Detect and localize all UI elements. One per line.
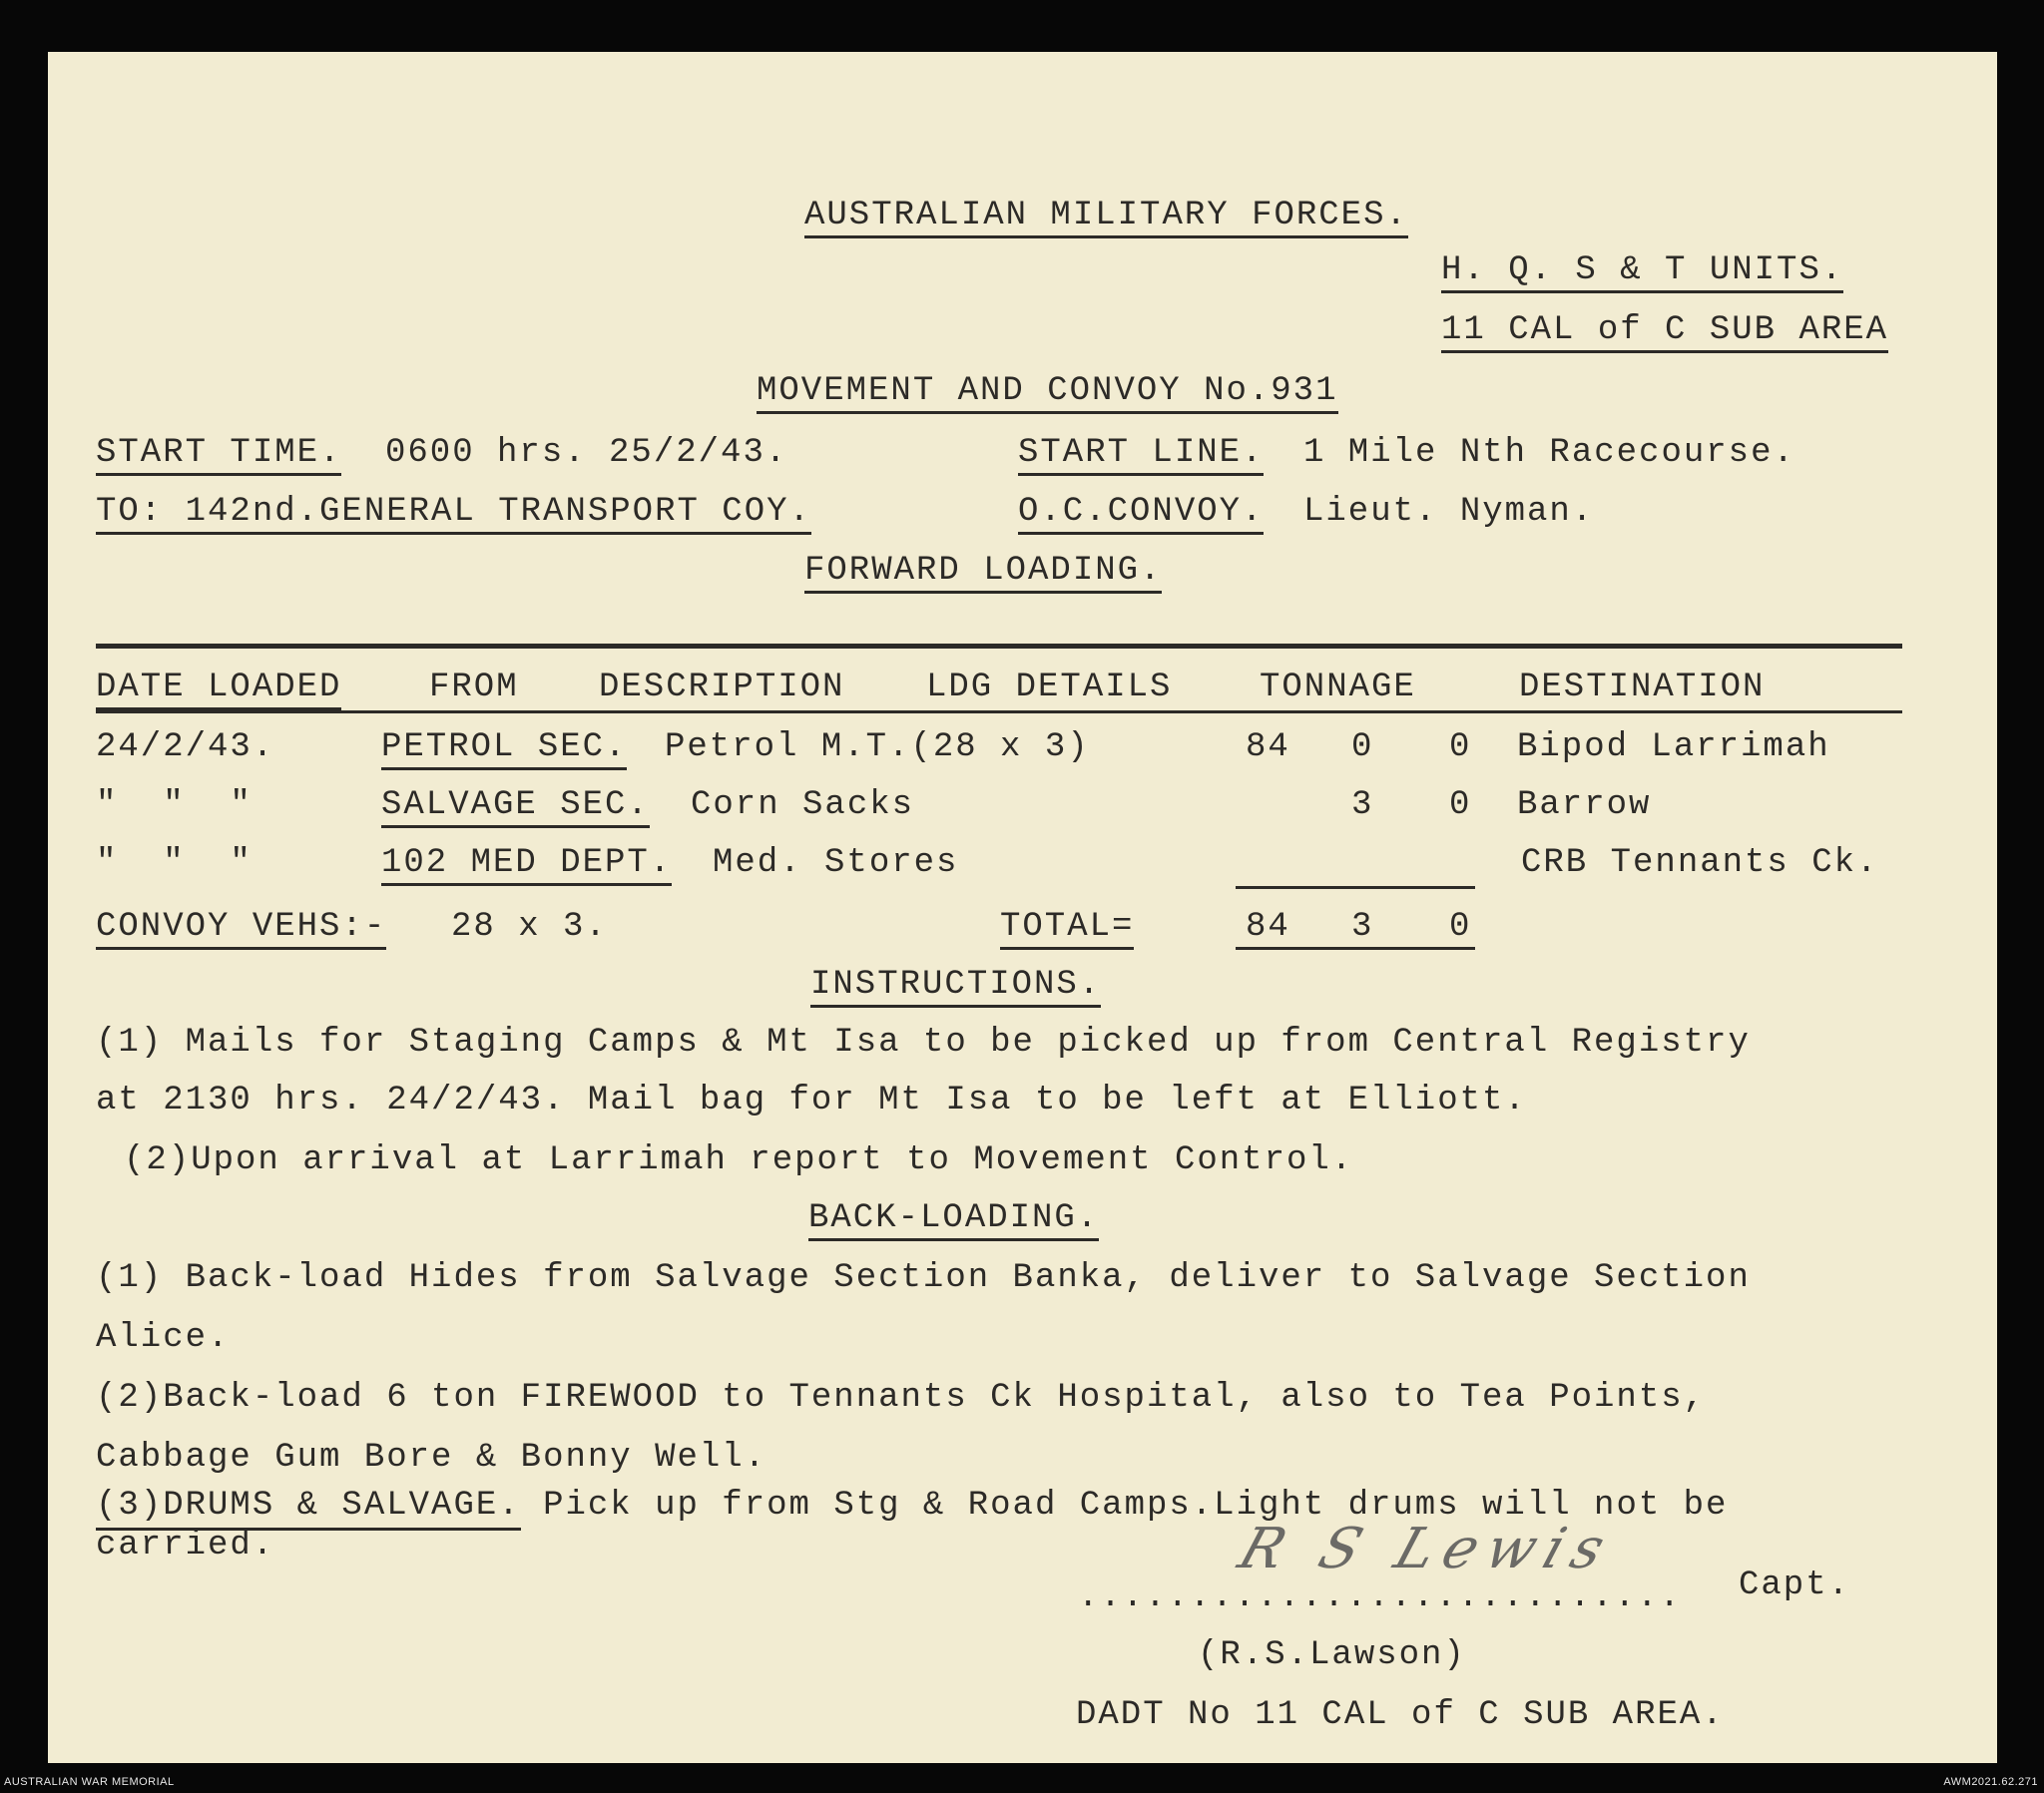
row-description: Med. Stores bbox=[713, 844, 959, 882]
torn-paper-edge bbox=[48, 1763, 1997, 1781]
convoy-vehicles-label: CONVOY VEHS:- bbox=[96, 910, 386, 950]
row-date: 24/2/43. bbox=[96, 728, 275, 766]
table-header-rule bbox=[96, 710, 1902, 713]
handwritten-signature: R S Lewis bbox=[1231, 1517, 1623, 1581]
unit-line-1: H. Q. S & T UNITS. bbox=[1441, 253, 1843, 293]
footer-accession-number: AWM2021.62.271 bbox=[1943, 1776, 2038, 1788]
total-tonnage-2: 3 bbox=[1351, 908, 1374, 946]
back-loading-line: (1) Back-load Hides from Salvage Section Banka, deliver to Salvage Section bbox=[96, 1259, 1751, 1297]
back-loading-line: carried. bbox=[96, 1527, 275, 1565]
movement-title: MOVEMENT AND CONVOY No.931 bbox=[757, 374, 1338, 414]
document-paper bbox=[48, 52, 1997, 1781]
row-date: " " " bbox=[96, 844, 253, 882]
row-tonnage-3: 0 bbox=[1449, 728, 1472, 766]
signatory-name: (R.S.Lawson) bbox=[1198, 1636, 1466, 1674]
header-description: DESCRIPTION bbox=[599, 669, 845, 706]
back-loading-heading: BACK-LOADING. bbox=[808, 1201, 1099, 1241]
row-tonnage-2: 0 bbox=[1351, 728, 1374, 766]
row-from: PETROL SEC. bbox=[381, 730, 627, 770]
start-time-label: START TIME. bbox=[96, 436, 341, 476]
instruction-line: (1) Mails for Staging Camps & Mt Isa to be picked up from Central Registry bbox=[96, 1024, 1751, 1062]
total-tonnage-1: 84 bbox=[1246, 908, 1290, 946]
start-time-value: 0600 hrs. 25/2/43. bbox=[385, 434, 788, 472]
instruction-line: at 2130 hrs. 24/2/43. Mail bag for Mt Isa to be left at Elliott. bbox=[96, 1082, 1527, 1120]
tonnage-subtotal-rule bbox=[1236, 886, 1475, 889]
row-destination: Barrow bbox=[1517, 786, 1652, 824]
document-title: AUSTRALIAN MILITARY FORCES. bbox=[804, 199, 1408, 238]
total-tonnage-3: 0 bbox=[1449, 908, 1472, 946]
table-top-rule bbox=[96, 644, 1902, 649]
forward-loading-heading: FORWARD LOADING. bbox=[804, 554, 1162, 594]
row-from: SALVAGE SEC. bbox=[381, 788, 650, 828]
row-date: " " " bbox=[96, 786, 253, 824]
back-loading-line: Alice. bbox=[96, 1319, 231, 1357]
header-ldg-details: LDG DETAILS bbox=[926, 669, 1173, 706]
signature-dots: ........................... bbox=[1078, 1578, 1682, 1616]
row-description: Corn Sacks bbox=[691, 786, 915, 824]
signatory-title: DADT No 11 CAL of C SUB AREA. bbox=[1076, 1696, 1725, 1734]
drums-salvage-label: (3)DRUMS & SALVAGE. bbox=[96, 1487, 521, 1531]
start-line-value: 1 Mile Nth Racecourse. bbox=[1303, 434, 1795, 472]
instruction-line: (2)Upon arrival at Larrimah report to Movement Control. bbox=[124, 1141, 1354, 1179]
total-rule bbox=[1236, 947, 1475, 950]
unit-line-2: 11 CAL of C SUB AREA bbox=[1441, 313, 1888, 353]
back-loading-line: Cabbage Gum Bore & Bonny Well. bbox=[96, 1439, 767, 1477]
footer-credit: AUSTRALIAN WAR MEMORIAL bbox=[4, 1776, 175, 1788]
header-destination: DESTINATION bbox=[1519, 669, 1766, 706]
row-from: 102 MED DEPT. bbox=[381, 846, 672, 886]
row-tonnage-3: 0 bbox=[1449, 786, 1472, 824]
row-tonnage-1: 84 bbox=[1246, 728, 1290, 766]
instructions-heading: INSTRUCTIONS. bbox=[810, 968, 1101, 1008]
row-description: Petrol M.T.(28 x 3) bbox=[665, 728, 1090, 766]
header-date-loaded: DATE LOADED bbox=[96, 671, 341, 710]
destination-unit: TO: 142nd.GENERAL TRANSPORT COY. bbox=[96, 495, 811, 535]
drums-salvage-text: Pick up from Stg & Road Camps.Light drums will not be bbox=[543, 1487, 1729, 1525]
oc-convoy-value: Lieut. Nyman. bbox=[1303, 493, 1595, 531]
back-loading-line: (2)Back-load 6 ton FIREWOOD to Tennants Ck Hospital, also to Tea Points, bbox=[96, 1379, 1707, 1417]
oc-convoy-label: O.C.CONVOY. bbox=[1018, 495, 1264, 535]
row-destination: CRB Tennants Ck. bbox=[1521, 844, 1879, 882]
header-from: FROM bbox=[429, 669, 519, 706]
header-tonnage: TONNAGE bbox=[1260, 669, 1416, 706]
row-destination: Bipod Larrimah bbox=[1517, 728, 1830, 766]
signature-rank: Capt. bbox=[1739, 1567, 1851, 1604]
total-label: TOTAL= bbox=[1000, 910, 1134, 950]
start-line-label: START LINE. bbox=[1018, 436, 1264, 476]
convoy-vehicles-value: 28 x 3. bbox=[451, 908, 608, 946]
row-tonnage-2: 3 bbox=[1351, 786, 1374, 824]
